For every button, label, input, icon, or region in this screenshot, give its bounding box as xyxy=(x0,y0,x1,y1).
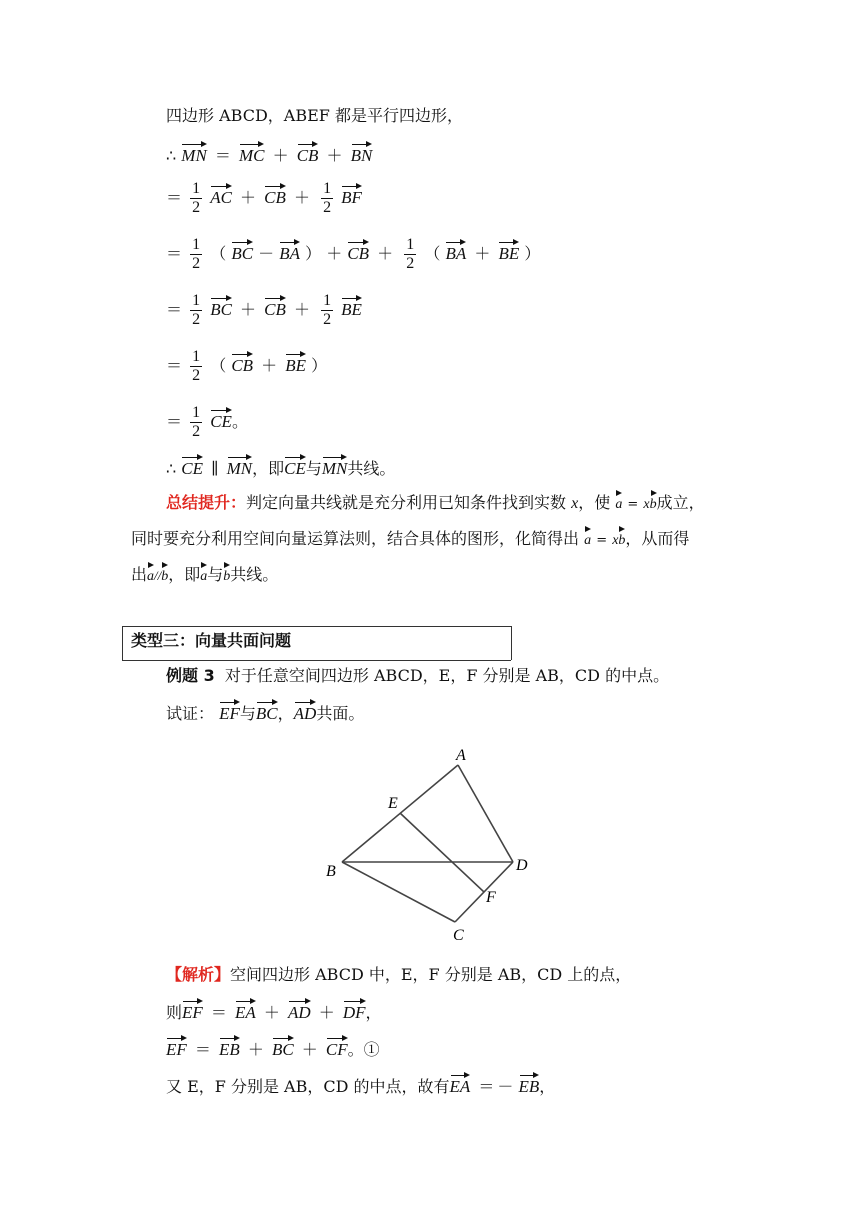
vector-CF: CF xyxy=(326,1036,348,1061)
summary-text-4: 同时要充分利用空间向量运算法则，结合具体的图形，化简得出 xyxy=(131,529,580,548)
text-ze: 则 xyxy=(166,1003,183,1022)
plus-sign: ＋ xyxy=(293,300,310,319)
eq-symbol: = xyxy=(596,533,608,548)
summary-line-2 xyxy=(131,527,689,552)
plus-sign: ＋ xyxy=(261,356,278,375)
var-x: x xyxy=(643,497,650,512)
fraction-one-half xyxy=(190,180,202,217)
summary-text-9: 共线。 xyxy=(230,565,279,584)
plus-sign: ＋ xyxy=(240,300,257,319)
prove-line xyxy=(166,700,364,725)
vector-CB: CB xyxy=(231,352,253,377)
left-paren: （ xyxy=(210,244,227,263)
frac-den: 2 xyxy=(192,255,201,272)
frac-den: 2 xyxy=(323,311,332,328)
conclusion-line xyxy=(166,455,395,480)
frac-num: 1 xyxy=(323,180,332,197)
frac-num: 1 xyxy=(192,348,201,365)
equation-line-3 xyxy=(166,236,540,273)
vector-BN: BN xyxy=(351,142,373,167)
prove-prefix: 试证： xyxy=(166,704,215,723)
plus-sign: ＋ xyxy=(272,146,289,165)
solution-line-1 xyxy=(166,964,631,986)
plus-sign: ＋ xyxy=(318,1003,335,1022)
vector-b: b xyxy=(223,563,230,588)
vector-CE: CE xyxy=(210,408,232,433)
frac-num: 1 xyxy=(323,292,332,309)
label-E: E xyxy=(388,795,398,812)
text-yu: 与 xyxy=(239,704,256,723)
vector-EB: EB xyxy=(519,1073,540,1098)
equals-sign: ＝ xyxy=(166,412,183,431)
vector-BF: BF xyxy=(341,184,362,209)
vector-MN: MN xyxy=(181,142,207,167)
therefore-symbol: ∴ xyxy=(166,459,177,478)
equals-sign: ＝ xyxy=(166,188,183,207)
equals-sign: ＝ xyxy=(166,356,183,375)
text-gongxian: 共线。 xyxy=(347,459,396,478)
summary-text-5: ，从而得 xyxy=(625,529,690,548)
plus-sign: ＋ xyxy=(301,1040,318,1059)
vector-BE: BE xyxy=(341,296,362,321)
fraction-one-half xyxy=(190,404,202,441)
equals-sign: ＝ xyxy=(214,146,231,165)
right-paren: ） xyxy=(305,244,322,263)
plus-sign: ＋ xyxy=(326,146,343,165)
frac-num: 1 xyxy=(192,180,201,197)
vector-AD: AD xyxy=(294,700,317,725)
vector-a: a xyxy=(147,563,154,588)
fraction-one-half xyxy=(404,236,416,273)
frac-num: 1 xyxy=(192,404,201,421)
summary-label: 总结提升： xyxy=(166,493,247,512)
frac-num: 1 xyxy=(192,292,201,309)
text-parallelograms: 四边形 ABCD，ABEF 都是平行四边形， xyxy=(166,106,463,125)
vector-b: b xyxy=(161,563,168,588)
vector-EA: EA xyxy=(235,999,256,1024)
equals-sign: ＝ xyxy=(210,1003,227,1022)
therefore-symbol: ∴ xyxy=(166,146,177,165)
vector-EF: EF xyxy=(182,999,203,1024)
solution-text-midpoints: 又 E，F 分别是 AB，CD 的中点，故有 xyxy=(166,1077,450,1096)
frac-num: 1 xyxy=(192,236,201,253)
summary-text-6: 出 xyxy=(131,565,148,584)
solution-line-3 xyxy=(166,1036,380,1061)
vector-EF: EF xyxy=(219,700,240,725)
segment-EF xyxy=(400,813,484,892)
solution-line-4 xyxy=(166,1073,555,1098)
frac-num: 1 xyxy=(406,236,415,253)
comma: ， xyxy=(365,1003,382,1022)
vector-a: a xyxy=(615,491,622,516)
text-ji: ，即 xyxy=(252,459,285,478)
quadrilateral-diagram xyxy=(320,740,540,950)
equation-line-6 xyxy=(166,404,248,441)
vector-b: b xyxy=(618,527,625,552)
right-paren: ） xyxy=(524,244,541,263)
fraction-one-half xyxy=(190,348,202,385)
label-B: B xyxy=(326,863,336,880)
vector-b: b xyxy=(650,491,657,516)
equals-sign: ＝ xyxy=(478,1077,495,1096)
vector-BE: BE xyxy=(498,240,519,265)
equals-sign: ＝ xyxy=(166,300,183,319)
vector-BE: BE xyxy=(285,352,306,377)
solution-label: 【解析】 xyxy=(166,965,231,984)
vector-EA: EA xyxy=(450,1073,471,1098)
example-text: 对于任意空间四边形 ABCD，E，F 分别是 AB，CD 的中点。 xyxy=(224,666,670,685)
frac-den: 2 xyxy=(323,199,332,216)
vector-BC: BC xyxy=(231,240,253,265)
plus-sign: ＋ xyxy=(240,188,257,207)
vector-AC: AC xyxy=(210,184,232,209)
fraction-one-half xyxy=(190,236,202,273)
equation-line-2 xyxy=(166,180,362,217)
vector-a: a xyxy=(200,563,207,588)
equals-sign: ＝ xyxy=(166,244,183,263)
minus-sign: － xyxy=(258,244,275,263)
text-yu: 与 xyxy=(305,459,322,478)
vector-MC: MC xyxy=(239,142,265,167)
equals-sign: ＝ xyxy=(194,1040,211,1059)
period: 。 xyxy=(231,412,248,431)
summary-text-1: 判定向量共线就是充分利用已知条件找到实数 xyxy=(246,493,572,512)
left-paren: （ xyxy=(424,244,441,263)
plus-sign: ＋ xyxy=(263,1003,280,1022)
example-label: 例题 3 xyxy=(166,666,215,685)
fraction-one-half xyxy=(321,292,333,329)
vector-CB: CB xyxy=(264,296,286,321)
plus-sign: ＋ xyxy=(247,1040,264,1059)
fraction-one-half xyxy=(190,292,202,329)
eq-symbol: = xyxy=(627,497,639,512)
summary-text-8: 与 xyxy=(207,565,224,584)
equation-line-4 xyxy=(166,292,362,329)
section-title: 类型三：向量共面问题 xyxy=(131,631,292,650)
example-line xyxy=(166,665,669,687)
parallel-symbol: ∥ xyxy=(211,459,219,478)
plus-sign: ＋ xyxy=(293,188,310,207)
solution-text: 空间四边形 ABCD 中，E，F 分别是 AB，CD 上的点， xyxy=(230,965,632,984)
vector-MN: MN xyxy=(227,455,253,480)
plus-sign: ＋ xyxy=(474,244,491,263)
vector-BA: BA xyxy=(279,240,300,265)
prove-suffix: 共面。 xyxy=(316,704,365,723)
summary-text-7: ，即 xyxy=(168,565,201,584)
segment-BC xyxy=(342,862,455,922)
plus-sign: ＋ xyxy=(377,244,394,263)
label-D: D xyxy=(516,857,528,874)
vector-CE: CE xyxy=(284,455,306,480)
vector-BC: BC xyxy=(210,296,232,321)
vector-BC: BC xyxy=(256,700,278,725)
equation-number-1: 。① xyxy=(347,1040,380,1059)
vector-CB: CB xyxy=(264,184,286,209)
frac-den: 2 xyxy=(406,255,415,272)
label-A: A xyxy=(456,747,466,764)
comma: ， xyxy=(539,1077,556,1096)
vector-CE: CE xyxy=(181,455,203,480)
fraction-one-half xyxy=(321,180,333,217)
frac-den: 2 xyxy=(192,311,201,328)
vector-EF: EF xyxy=(166,1036,187,1061)
comma: ， xyxy=(277,704,294,723)
label-F: F xyxy=(486,889,496,906)
vector-EB: EB xyxy=(219,1036,240,1061)
vector-a: a xyxy=(584,527,591,552)
parallel-symbol: // xyxy=(154,568,162,583)
summary-line-3 xyxy=(131,563,278,588)
solution-line-2 xyxy=(166,999,382,1024)
right-paren: ） xyxy=(311,356,328,375)
summary-text-3: 成立， xyxy=(656,493,705,512)
summary-line-1 xyxy=(166,491,705,516)
frac-den: 2 xyxy=(192,199,201,216)
plus-sign: ＋ xyxy=(326,244,343,263)
label-C: C xyxy=(453,927,464,944)
vector-CB: CB xyxy=(297,142,319,167)
vector-AD: AD xyxy=(288,999,311,1024)
vector-DF: DF xyxy=(343,999,366,1024)
left-paren: （ xyxy=(210,356,227,375)
vector-BC: BC xyxy=(272,1036,294,1061)
var-x: x xyxy=(571,495,579,512)
equation-line-5 xyxy=(166,348,327,385)
section-box-bottom xyxy=(122,660,511,661)
vector-CB: CB xyxy=(347,240,369,265)
vector-BA: BA xyxy=(445,240,466,265)
text-line-parallelograms xyxy=(166,105,463,127)
minus-sign: － xyxy=(497,1077,514,1096)
vector-MN: MN xyxy=(322,455,348,480)
summary-text-2: ，使 xyxy=(578,493,611,512)
frac-den: 2 xyxy=(192,423,201,440)
frac-den: 2 xyxy=(192,367,201,384)
segment-AD xyxy=(458,765,513,862)
var-x: x xyxy=(612,533,619,548)
equation-line-1 xyxy=(166,142,372,167)
